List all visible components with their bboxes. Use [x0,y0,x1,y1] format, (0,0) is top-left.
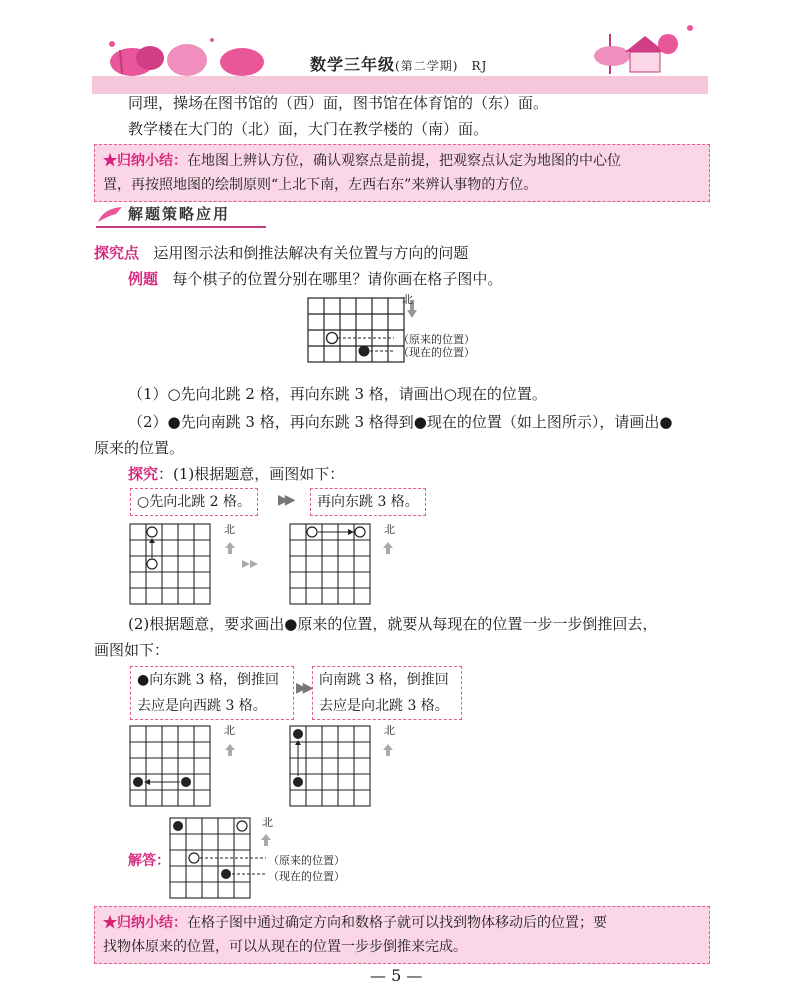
summary-line: 置，再按照地图的绘制原则“上北下南，左西右东”来辨认事物的方位。 [103,177,538,193]
analysis-label: 探究 [128,465,159,483]
black-piece [133,777,143,787]
north-label: 北 [262,816,273,829]
question-1: （1）○先向北跳 2 格，再向东跳 3 格，请画出○现在的位置。 [128,385,547,403]
question-2-line-2: 原来的位置。 [94,439,185,457]
summary-line: 在地图上辨认方位，确认观察点是前提，把观察点认定为地图的中心位 [187,153,621,169]
north-label: 北 [402,293,413,306]
north-label: 北 [224,523,235,536]
summary-line: 在格子图中通过确定方向和数格子就可以找到物体移动后的位置；要 [187,915,607,931]
double-arrow-icon: ▶▶ [278,492,292,508]
white-piece [189,853,199,863]
example-label: 例题 [128,270,159,288]
analysis-text: ：(1)根据题意，画图如下： [158,465,345,483]
summary-box-1 [94,144,710,202]
step-grids-row-2 [126,720,406,812]
step-box-2: 再向东跳 3 格。 [310,488,426,516]
north-label: 北 [224,724,235,737]
step-box-3 [130,666,294,720]
step-box-4 [312,666,462,720]
title-subtitle: (第二学期) [395,59,459,73]
step-box-line: 去应是向北跳 3 格。 [319,698,449,714]
question-2-line-1: （2）●先向南跳 3 格，再向东跳 3 格得到●现在的位置（如上图所示），请画出● [128,413,673,431]
explore-label: 探究点 [94,244,140,262]
analysis-heading [128,463,344,485]
summary-box-2 [94,906,710,964]
flower-decoration-icon [92,30,272,80]
title-edition: RJ [471,59,488,73]
double-arrow-icon: ▶▶ [296,680,310,696]
north-label: 北 [384,724,395,737]
north-label: 北 [384,523,395,536]
step-box-1: ○先向北跳 2 格。 [130,488,258,516]
white-piece [147,559,157,569]
answer-label: 解答： [128,853,170,869]
annotation-current: （现在的位置） [268,870,345,883]
example-line [128,268,502,290]
explore-point [94,242,468,264]
black-piece [359,346,370,357]
analysis-part2-line-2: 画图如下： [94,641,170,659]
intro-line-1: 同理，操场在图书馆的（西）面，图书馆在体育馆的（东）面。 [128,94,549,112]
black-piece [293,729,303,739]
intro-line-2: 教学楼在大门的（北）面，大门在教学楼的（南）面。 [128,120,489,138]
annotation-original: （原来的位置） [398,333,475,346]
summary-label: ★归纳小结： [103,153,187,169]
title-main: 数学三年级 [310,55,396,74]
annotation-current: （现在的位置） [398,346,475,359]
black-piece [293,777,303,787]
step-grids-row-1 [126,518,406,610]
analysis-part2-line-1: (2)根据题意，要求画出●原来的位置，就要从每现在的位置一步一步倒推回去， [128,615,658,633]
house-decoration-icon [590,14,710,74]
pen-icon [96,204,126,226]
step-box-line: 去应是向西跳 3 格。 [137,698,267,714]
white-piece [237,821,247,831]
page-number: — 5 — [370,966,423,985]
white-piece [147,527,157,537]
white-piece [327,333,338,344]
north-arrow-icon [407,310,417,318]
explore-text: 运用图示法和倒推法解决有关位置与方向的问题 [153,244,469,262]
summary-label: ★归纳小结： [103,915,187,931]
section-title: 解题策略应用 [128,205,231,223]
step-box-line: 向南跳 3 格，倒推回 [319,672,449,688]
black-piece [173,821,183,831]
white-piece [307,527,317,537]
white-piece [355,527,365,537]
example-text: 每个棋子的位置分别在哪里？请你画在格子图中。 [172,270,503,288]
black-piece [181,777,191,787]
header-title [310,52,487,75]
step-box-line: ●向东跳 3 格，倒推回 [137,672,280,688]
section-underline [96,226,266,228]
annotation-original: （原来的位置） [268,854,345,867]
black-piece [221,869,231,879]
summary-line: 找物体原来的位置，可以从现在的位置一步步倒推来完成。 [103,939,467,955]
